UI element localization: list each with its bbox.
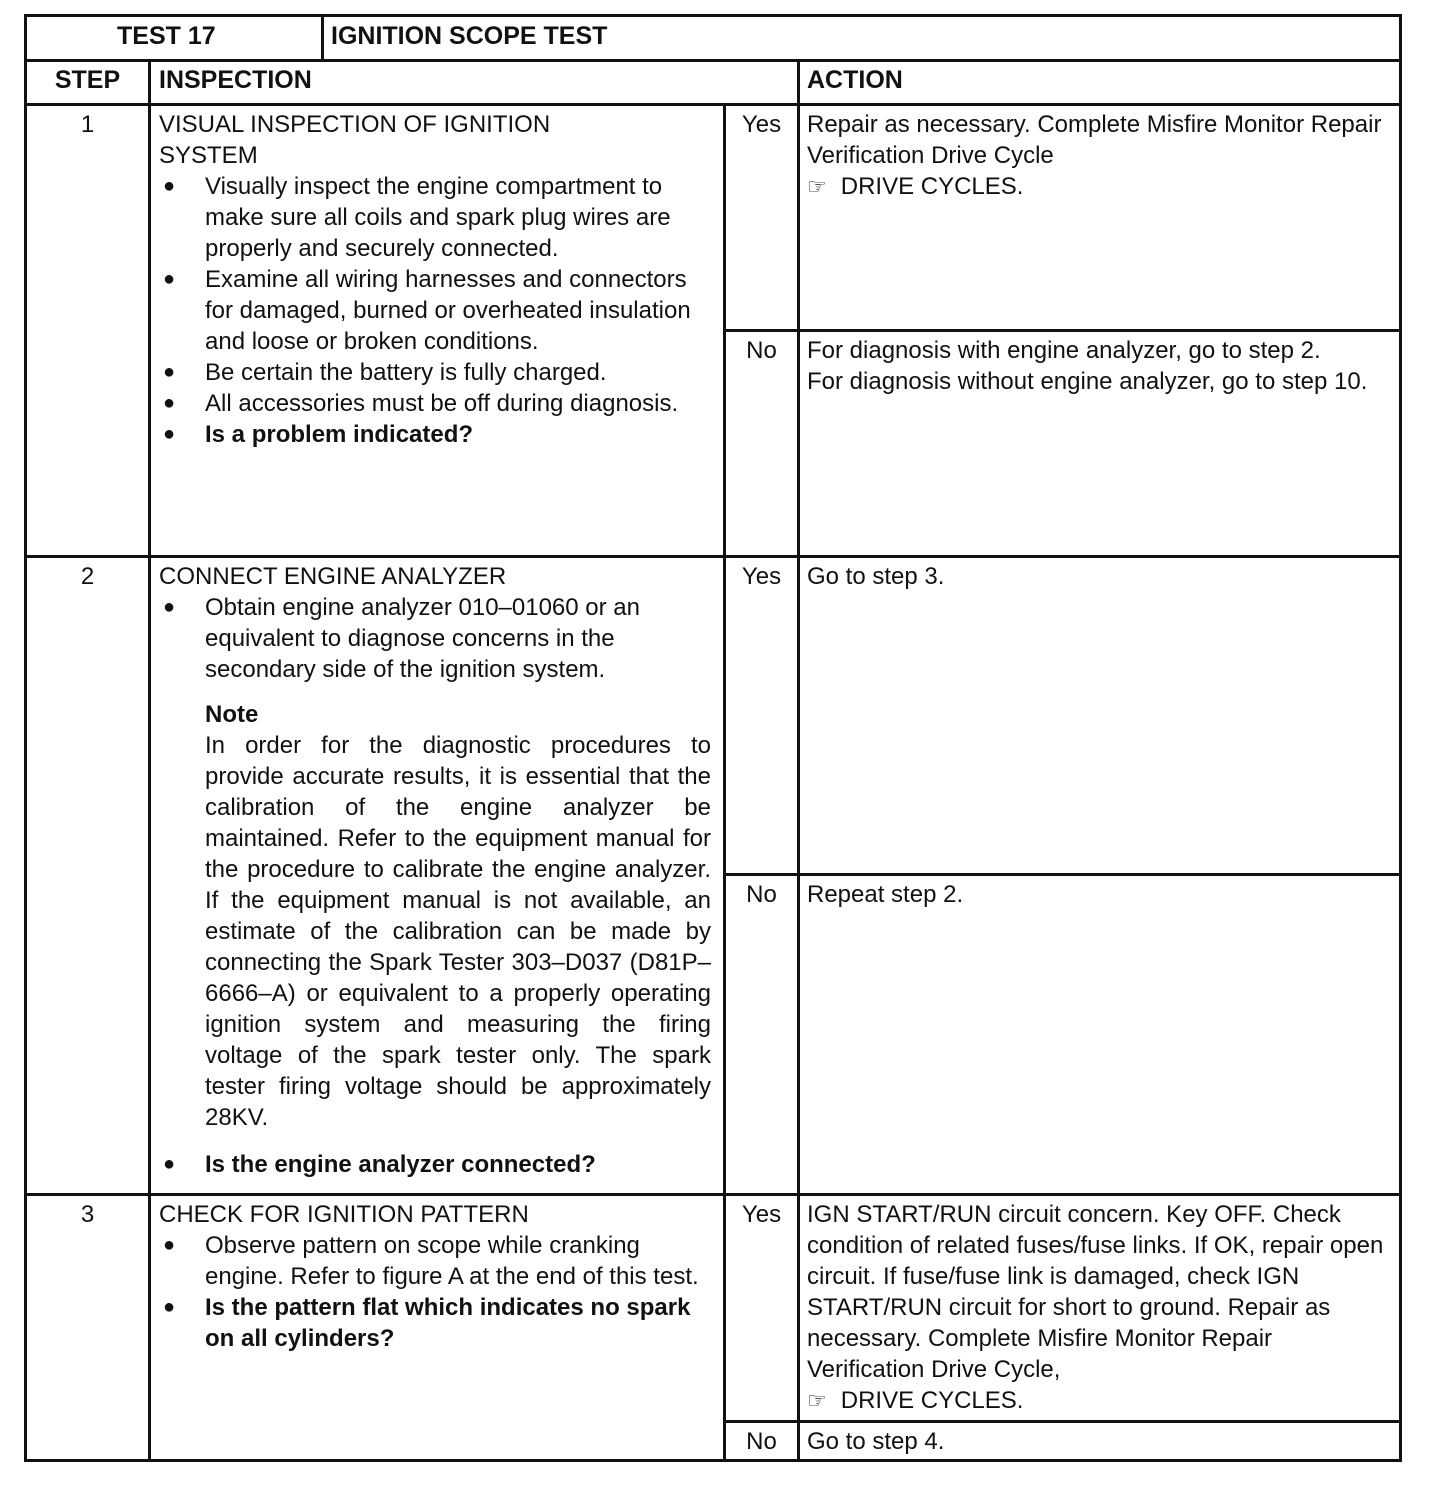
step-3-no-label: No xyxy=(746,1428,777,1455)
step-3-no-action: Go to step 4. xyxy=(807,1428,945,1455)
list-item: ● Examine all wiring harnesses and connectors for damaged, burned or overheated insulation and loose or broken conditions. xyxy=(163,266,691,355)
step-3-yes-ref: ☞ DRIVE CYCLES. xyxy=(807,1387,1024,1414)
note-body: In order for the diagnostic procedures to provide accurate results, it is essential that the calibration of the engine analyzer be maintained. Refer to the equipment manual for the procedure to calibrate the engine analyzer. If the equipment manual is not available, an estimate of the calibration can be made by connecting the Spark Tester 303–D037 (D81P–6666–A) or equivalent to a properly operating ignition system and measuring the firing voltage of the spark tester only. The spark tester firing voltage should be approximately 28KV. xyxy=(205,732,711,1131)
list-item: ● Be certain the battery is fully charged. xyxy=(163,359,607,386)
step-2-no-label: No xyxy=(746,881,777,908)
rule-step1-bottom xyxy=(27,555,1399,558)
rule-step3-yesno xyxy=(723,1420,1399,1423)
step-1-yes-label: Yes xyxy=(741,111,782,138)
step-2-yes-action: Go to step 3. xyxy=(807,563,945,590)
step-1-no-label: No xyxy=(746,337,777,364)
pointing-hand-icon: ☞ xyxy=(807,174,827,199)
step-1-question: ● Is a problem indicated? xyxy=(163,421,474,448)
test-title: IGNITION SCOPE TEST xyxy=(331,22,608,50)
rule-step-col xyxy=(148,59,151,1459)
step-3-question: ● Is the pattern flat which indicates no spark on all cylinders? xyxy=(163,1294,691,1352)
step-1-yes-ref: ☞ DRIVE CYCLES. xyxy=(807,173,1024,200)
list-item: ● Obtain engine analyzer 010–01060 or an equivalent to diagnose concerns in the secondary side of the ignition system. xyxy=(163,594,640,683)
rule-yesno-col xyxy=(723,103,726,1459)
rule-columns-bottom xyxy=(27,103,1399,106)
pointing-hand-icon: ☞ xyxy=(807,1388,827,1413)
rule-action-col xyxy=(797,59,800,1459)
rule-step2-yesno xyxy=(723,873,1399,876)
step-2-inspection xyxy=(159,561,711,1180)
column-action: ACTION xyxy=(807,66,903,94)
step-3-yes-label: Yes xyxy=(741,1201,782,1228)
step-1-inspection xyxy=(159,109,711,450)
test-table xyxy=(24,14,1402,1462)
step-1-title: VISUAL INSPECTION OF IGNITION SYSTEM xyxy=(159,111,551,169)
step-1-bullets xyxy=(159,171,711,450)
list-item: ● All accessories must be off during diagnosis. xyxy=(163,390,679,417)
step-3-number: 3 xyxy=(80,1201,95,1228)
rule-step2-bottom xyxy=(27,1193,1399,1196)
list-item: ● Observe pattern on scope while cranking engine. Refer to figure A at the end of this test. xyxy=(163,1232,699,1290)
step-2-title: CONNECT ENGINE ANALYZER xyxy=(159,563,507,590)
note-title: Note xyxy=(205,701,259,728)
rule-header-divider xyxy=(321,17,324,59)
column-inspection: INSPECTION xyxy=(159,66,312,94)
step-2-no-action: Repeat step 2. xyxy=(807,881,964,908)
step-3-inspection xyxy=(159,1199,711,1354)
step-2-number: 2 xyxy=(80,563,95,590)
column-step: STEP xyxy=(54,66,121,94)
rule-step1-yesno xyxy=(723,329,1399,332)
step-1-number: 1 xyxy=(80,111,95,138)
step-1-no-action: For diagnosis with engine analyzer, go to step 2. For diagnosis without engine analyzer, go to step 10. xyxy=(807,337,1368,395)
list-item: ● Visually inspect the engine compartment to make sure all coils and spark plug wires are properly and securely connected. xyxy=(163,173,671,262)
step-3-title: CHECK FOR IGNITION PATTERN xyxy=(159,1201,529,1228)
step-1-yes-action: Repair as necessary. Complete Misfire Monitor Repair Verification Drive Cycle ☞ DRIVE CYCLES. xyxy=(807,109,1392,202)
step-2-yes-label: Yes xyxy=(741,563,782,590)
step-2-question: ● Is the engine analyzer connected? xyxy=(163,1151,596,1178)
step-3-yes-action: IGN START/RUN circuit concern. Key OFF. Check condition of related fuses/fuse links. If OK, repair open circuit. If fuse/fuse link is damaged, check IGN START/RUN circuit for short to ground. Repair as necessary. Complete Misfire Monitor Repair Verification Drive Cycle, ☞ DRIVE CYCLES. xyxy=(807,1199,1392,1416)
step-2-note xyxy=(159,699,711,1133)
test-label: TEST 17 xyxy=(117,22,216,50)
rule-header-bottom xyxy=(27,59,1399,62)
